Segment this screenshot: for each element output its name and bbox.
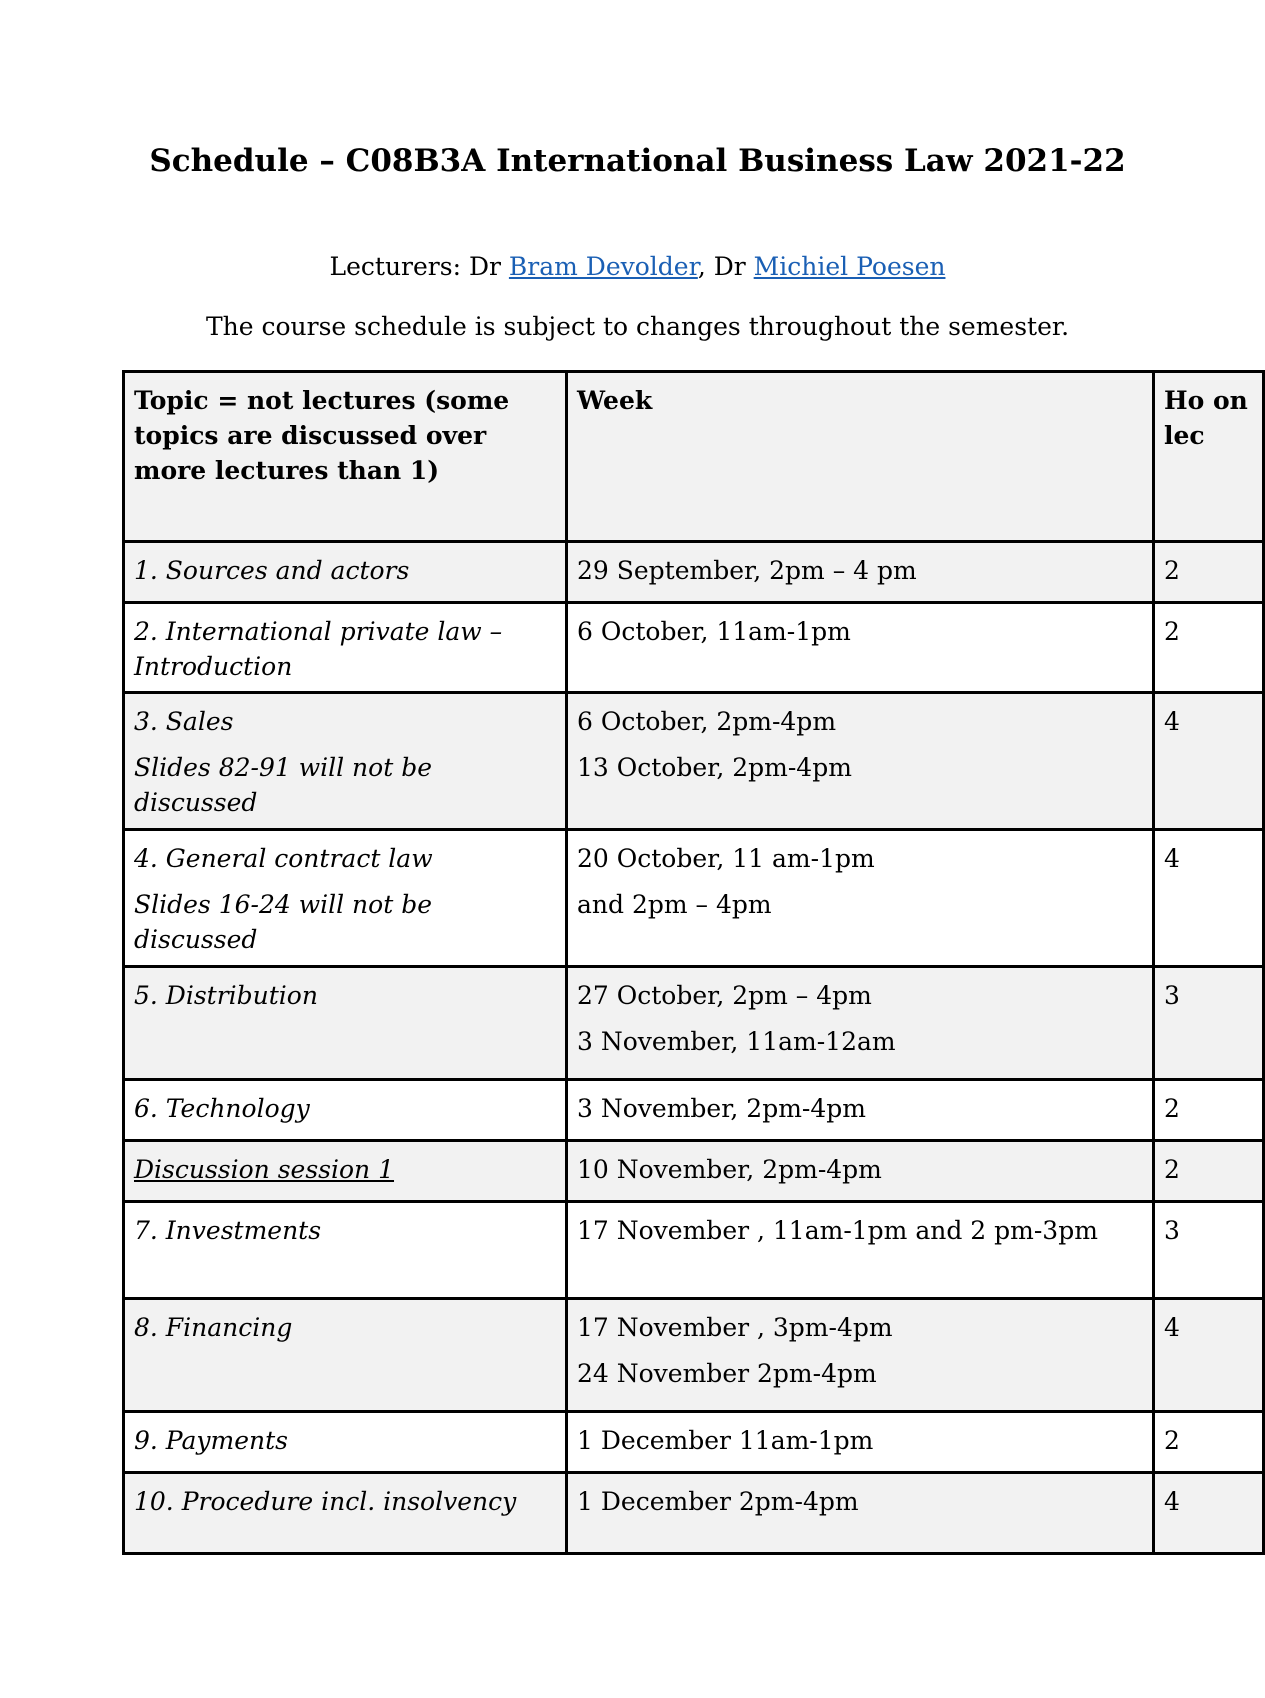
lecturers-prefix: Lecturers: Dr	[329, 252, 509, 281]
header-topic: Topic = not lectures (some topics are discussed over more lectures than 1)	[124, 372, 567, 542]
topic-cell: 9. Payments	[124, 1412, 567, 1473]
topic-cell: 10. Procedure incl. insolvency	[124, 1473, 567, 1554]
topic-cell	[124, 830, 567, 967]
table-row	[124, 542, 1264, 603]
hours-cell: 4	[1154, 1473, 1264, 1554]
week-cell	[567, 967, 1154, 1080]
week-cell	[567, 693, 1154, 830]
hours-cell: 2	[1154, 603, 1264, 693]
hours-cell: 4	[1154, 693, 1264, 830]
week-cell: 10 November, 2pm-4pm	[567, 1141, 1154, 1202]
week-line: 27 October, 2pm – 4pm	[577, 981, 872, 1010]
topic-cell: 1. Sources and actors	[124, 542, 567, 603]
topic-title: 4. General contract law	[134, 844, 433, 873]
schedule-notice: The course schedule is subject to changes throughout the semester.	[205, 312, 1070, 341]
table-row	[124, 693, 1264, 830]
week-cell: 17 November , 11am-1pm and 2 pm-3pm	[567, 1202, 1154, 1299]
lecturers-separator: , Dr	[697, 252, 754, 281]
schedule-table	[122, 370, 1265, 1555]
table-row	[124, 603, 1264, 693]
topic-note: Slides 82-91 will not be discussed	[134, 753, 432, 817]
hours-cell: 2	[1154, 1080, 1264, 1141]
week-line: 13 October, 2pm-4pm	[577, 753, 852, 782]
week-line: and 2pm – 4pm	[577, 890, 772, 919]
table-row	[124, 1473, 1264, 1554]
week-cell: 6 October, 11am-1pm	[567, 603, 1154, 693]
table-row	[124, 830, 1264, 967]
table-row	[124, 1412, 1264, 1473]
lecturer-link-bram-devolder[interactable]: Bram Devolder	[508, 252, 698, 281]
table-row	[124, 1141, 1264, 1202]
week-cell	[567, 1299, 1154, 1412]
week-cell: 3 November, 2pm-4pm	[567, 1080, 1154, 1141]
hours-cell: 4	[1154, 830, 1264, 967]
hours-cell: 2	[1154, 1412, 1264, 1473]
table-row	[124, 1202, 1264, 1299]
week-line: 6 October, 2pm-4pm	[577, 707, 837, 736]
week-cell	[567, 830, 1154, 967]
topic-cell	[124, 1141, 567, 1202]
week-cell: 1 December 2pm-4pm	[567, 1473, 1154, 1554]
table-row	[124, 967, 1264, 1080]
week-line: 24 November 2pm-4pm	[577, 1359, 877, 1388]
discussion-session-link[interactable]: Discussion session 1	[134, 1155, 395, 1184]
hours-cell: 2	[1154, 542, 1264, 603]
topic-cell: 7. Investments	[124, 1202, 567, 1299]
hours-cell: 3	[1154, 1202, 1264, 1299]
week-line: 3 November, 11am-12am	[577, 1027, 896, 1056]
lecturers-line	[130, 250, 1145, 284]
table-header-row	[124, 372, 1264, 542]
topic-cell	[124, 693, 567, 830]
topic-cell: 8. Financing	[124, 1299, 567, 1412]
header-week: Week	[567, 372, 1154, 542]
topic-cell: 6. Technology	[124, 1080, 567, 1141]
topic-cell: 5. Distribution	[124, 967, 567, 1080]
week-line: 17 November , 3pm-4pm	[577, 1313, 893, 1342]
header-hours: Ho on lec	[1154, 372, 1264, 542]
week-line: 20 October, 11 am-1pm	[577, 844, 875, 873]
lecturer-link-michiel-poesen[interactable]: Michiel Poesen	[753, 252, 946, 281]
hours-cell: 2	[1154, 1141, 1264, 1202]
topic-title: 3. Sales	[134, 707, 234, 736]
hours-cell: 4	[1154, 1299, 1264, 1412]
topic-note: Slides 16-24 will not be discussed	[134, 890, 432, 954]
hours-cell: 3	[1154, 967, 1264, 1080]
topic-cell: 2. International private law – Introduction	[124, 603, 567, 693]
table-row	[124, 1080, 1264, 1141]
document-title: Schedule – C08B3A International Business Law 2021-22	[149, 143, 1126, 179]
week-cell: 1 December 11am-1pm	[567, 1412, 1154, 1473]
table-row	[124, 1299, 1264, 1412]
week-cell: 29 September, 2pm – 4 pm	[567, 542, 1154, 603]
